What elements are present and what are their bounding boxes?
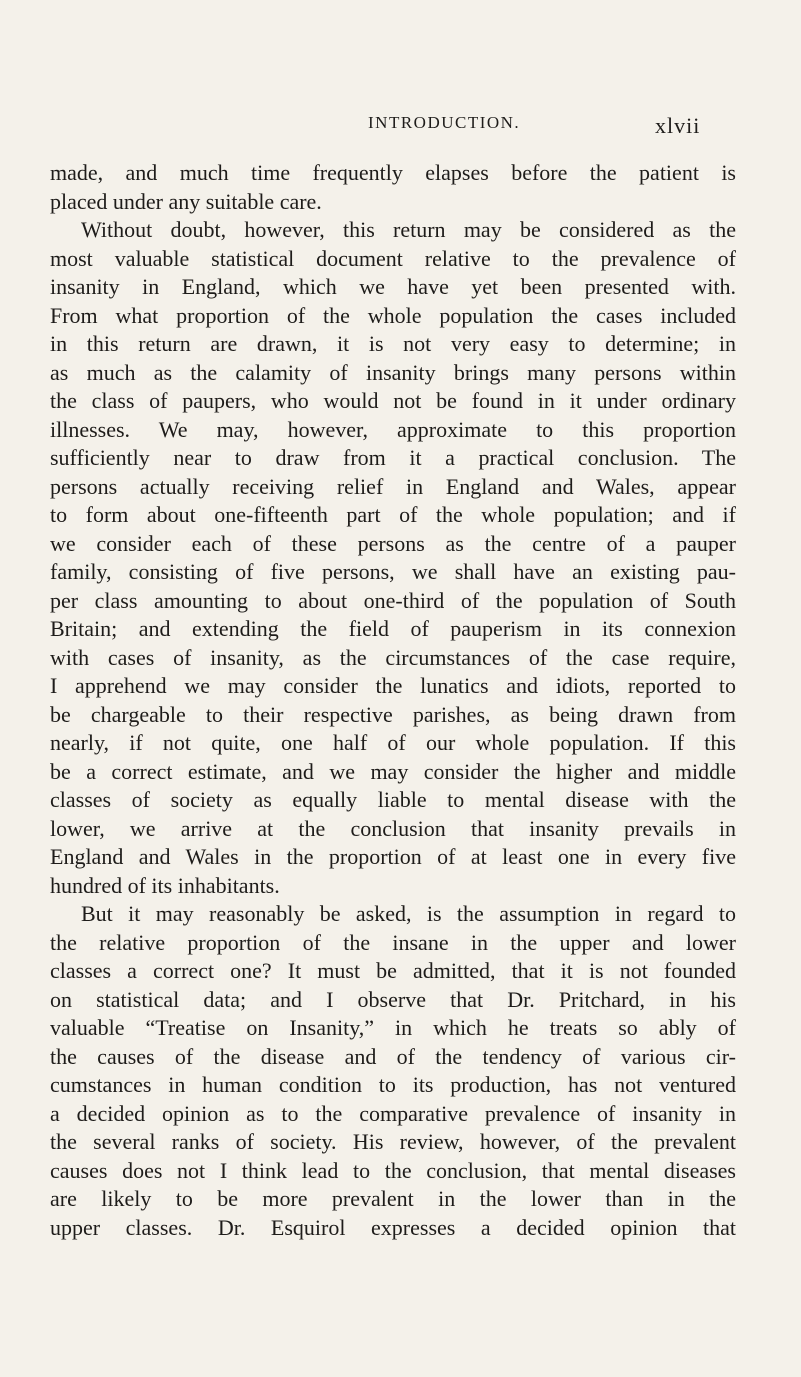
text-line: the relative proportion of the insane in the upper and lower <box>50 929 736 955</box>
text-line: Britain; and extending the field of pauperism in its connexion <box>50 616 736 641</box>
text-line: insanity in England, which we have yet been presented with. <box>50 274 736 299</box>
text-line: the class of paupers, who would not be found in it under ordinary <box>50 388 736 413</box>
text-line: I apprehend we may consider the lunatics and idiots, reported to <box>50 673 736 698</box>
text-line: nearly, if not quite, one half of our whole population. If this <box>50 730 736 755</box>
body-text <box>50 159 736 1242</box>
text-line: we consider each of these persons as the centre of a pauper <box>50 530 736 556</box>
text-line: family, consisting of five persons, we shall have an existing pau- <box>50 559 736 584</box>
text-line: per class amounting to about one-third of the population of South <box>50 587 736 613</box>
text-line: lower, we arrive at the conclusion that insanity prevails in <box>50 815 736 841</box>
text-line: be chargeable to their respective parishes, as being drawn from <box>50 701 736 727</box>
text-line: hundred of its inhabitants. <box>50 872 280 898</box>
text-line: Without doubt, however, this return may be considered as the <box>81 217 736 242</box>
text-line: causes does not I think lead to the conclusion, that mental diseases <box>50 1157 736 1183</box>
text-line: classes a correct one? It must be admitted, that it is not founded <box>50 958 736 983</box>
text-line: From what proportion of the whole population the cases included <box>50 302 736 328</box>
text-line: classes of society as equally liable to mental disease with the <box>50 787 736 812</box>
text-line: a decided opinion as to the comparative prevalence of insanity in <box>50 1100 736 1126</box>
text-line: cumstances in human condition to its production, has not ventured <box>50 1072 736 1097</box>
text-line: be a correct estimate, and we may consider the higher and middle <box>50 758 736 784</box>
text-line: on statistical data; and I observe that Dr. Pritchard, in his <box>50 986 736 1012</box>
running-head: INTRODUCTION. <box>368 113 521 132</box>
text-line: But it may reasonably be asked, is the assumption in regard to <box>81 901 736 926</box>
text-line: made, and much time frequently elapses before the patient is <box>50 160 736 185</box>
page-number: xlvii <box>655 113 701 138</box>
text-line: persons actually receiving relief in England and Wales, appear <box>50 473 736 499</box>
text-line: the several ranks of society. His review, however, of the prevalent <box>50 1129 736 1154</box>
text-line: most valuable statistical document relative to the prevalence of <box>50 245 736 271</box>
text-line: placed under any suitable care. <box>50 188 322 214</box>
text-line: upper classes. Dr. Esquirol expresses a decided opinion that <box>50 1214 736 1240</box>
text-line: illnesses. We may, however, approximate to this proportion <box>50 416 736 442</box>
text-line: are likely to be more prevalent in the lower than in the <box>50 1186 736 1211</box>
text-line: valuable “Treatise on Insanity,” in which he treats so ably of <box>50 1015 736 1040</box>
text-line: as much as the calamity of insanity brings many persons within <box>50 359 736 385</box>
text-line: with cases of insanity, as the circumstances of the case require, <box>50 644 736 670</box>
text-line: sufficiently near to draw from it a practical conclusion. The <box>50 445 736 470</box>
text-line: in this return are drawn, it is not very easy to determine; in <box>50 331 736 356</box>
text-line: the causes of the disease and of the tendency of various cir- <box>50 1043 736 1069</box>
text-line: England and Wales in the proportion of at least one in every five <box>50 844 736 869</box>
text-line: to form about one-fifteenth part of the whole population; and if <box>50 502 736 527</box>
